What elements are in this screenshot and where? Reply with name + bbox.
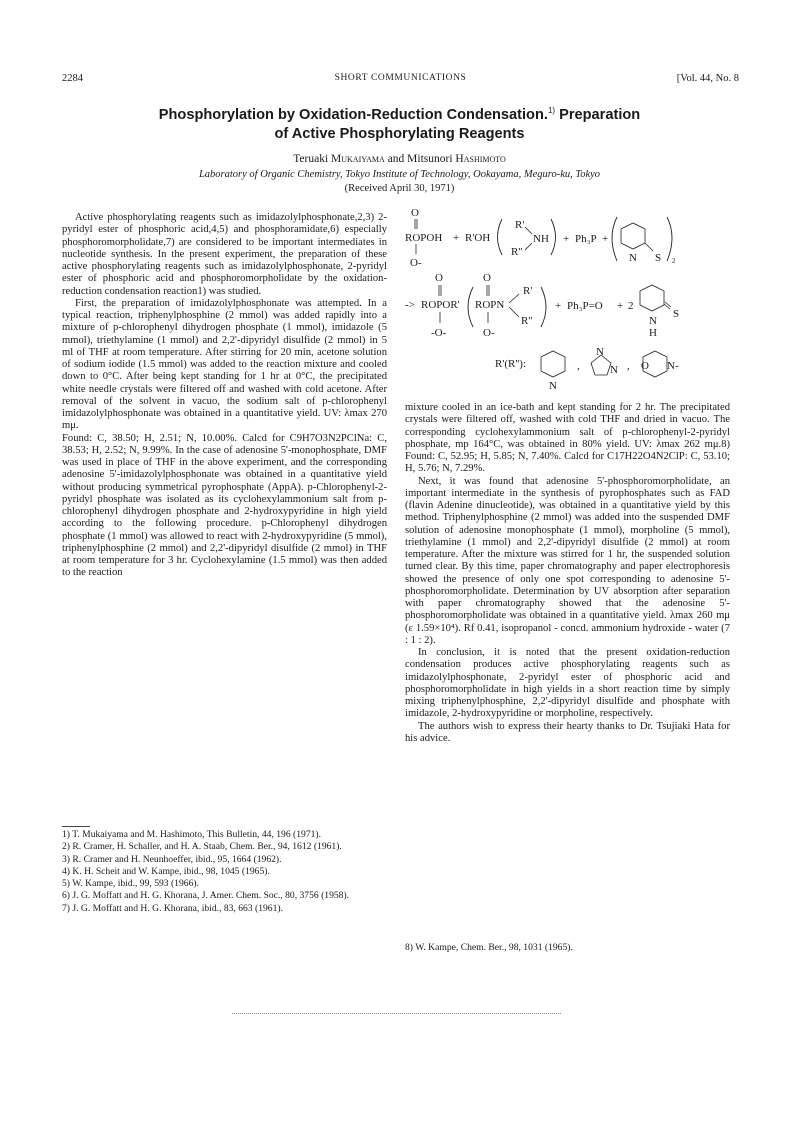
paper-title bbox=[60, 106, 739, 144]
title-line-2: of Active Phosphorylating Reagents bbox=[274, 126, 525, 142]
scheme-n: N bbox=[649, 315, 657, 327]
author-2-first: Mitsunori bbox=[407, 153, 456, 165]
running-header bbox=[62, 73, 739, 87]
bracket bbox=[468, 287, 473, 327]
scheme-n: N- bbox=[667, 360, 679, 372]
title-footnote-ref: 1) bbox=[547, 106, 556, 116]
scheme-s: S bbox=[673, 308, 680, 320]
scheme-r2: R'' bbox=[511, 246, 523, 258]
scheme-product-ester: ROPOR' bbox=[421, 299, 460, 311]
scheme-h: H bbox=[649, 327, 657, 339]
imidazole-ring bbox=[591, 355, 611, 375]
scheme-o: O bbox=[483, 272, 491, 284]
footnote: 1) T. Mukaiyama and M. Hashimoto, This Bulletin, 44, 196 (1971). bbox=[62, 829, 322, 840]
scheme-o-minus: -O- bbox=[431, 327, 447, 339]
author-1-last: Mukaiyama bbox=[331, 153, 385, 165]
column-right bbox=[405, 402, 730, 745]
footnotes-right bbox=[405, 942, 730, 954]
author-1-first: Teruaki bbox=[293, 153, 332, 165]
received-date: (Received April 30, 1971) bbox=[344, 183, 455, 194]
scheme-o-minus: O- bbox=[483, 327, 495, 339]
authors-and: and bbox=[384, 153, 408, 165]
paragraph: Next, it was found that adenosine 5'-phosphoromorpholidate, an important intermediate in the synthesis of pyrophosphates such as FAD (flavin Adenine dinucleotide), was obtained in a quantitative yield by this method. Triphenylphosphine (2 mmol) was added into the suspended DMF solution of adenosine monophosphate (1 mmol), morpholine (5 mmol), triethylamine (1 mmol) and 2,2'-dipyridyl disulfide (2 mmol) at room temperature. After the mixture was stirred for 1 hr, the suspended solution turned clear. By this time, paper chromatography and paper electrophoresis showed the presence of only one spot corresponding to adenosine 5'-phosphoromorpholidate. Determination by UV absorption after separation with paper chromatography showed that the adenosine 5'-phosphoromorpholidate was obtained in a quantitative yield. λmax 260 mμ (ε 1.59×10⁴). Rf 0.41, isopropanol - concd. ammonium hydroxide - water (7 : 1 : 2). bbox=[405, 475, 730, 646]
footnote: 7) J. G. Moffatt and H. G. Khorana, ibid., 83, 663 (1961). bbox=[62, 902, 283, 914]
scheme-subscript: 2 bbox=[672, 257, 676, 265]
scheme-acid: ROPOH bbox=[405, 232, 443, 244]
paragraph: The authors wish to express their hearty thanks to Dr. Tsujiaki Hata for his advice. bbox=[405, 720, 730, 744]
scheme-o-minus: O- bbox=[410, 257, 422, 269]
bracket bbox=[498, 219, 503, 255]
bond bbox=[509, 307, 519, 317]
scheme-nh: NH bbox=[533, 233, 549, 245]
paragraph: mixture cooled in an ice-bath and kept standing for 2 hr. The precipitated crystals were filtered off, washed with cold THF and dried in vacuo. The corresponding cyclohexylammonium salt of p-chlorophenyl-2-pyridyl phosphate, mp 164°C, was obtained in 80% yield. UV: λmax 262 mμ.8) Found: C, 52.95; H, 5.85; N, 7.40%. Calcd for C17H22O4N2ClP: C, 53.10; H, 5.76; N, 7.29%. bbox=[405, 402, 730, 475]
scheme-r1: R' bbox=[515, 219, 525, 231]
scheme-plus: + bbox=[453, 232, 460, 244]
pyridinethione-ring bbox=[640, 285, 664, 311]
footnote: 4) K. H. Scheit and W. Kampe, ibid., 98, 1045 (1965). bbox=[62, 865, 270, 877]
bond bbox=[525, 227, 532, 234]
page-number: 2284 bbox=[62, 73, 83, 84]
section-name: SHORT COMMUNICATIONS bbox=[334, 73, 467, 83]
page-bottom-rule bbox=[232, 1013, 561, 1014]
scheme-ph3p: Ph₃P bbox=[575, 233, 597, 245]
scheme-o-top: O bbox=[411, 207, 419, 219]
authors bbox=[60, 153, 739, 165]
scheme-n: N bbox=[629, 252, 637, 264]
scheme-o: O bbox=[641, 360, 649, 372]
scheme-r2: R'' bbox=[521, 315, 533, 327]
author-2-last: Hashimoto bbox=[455, 153, 506, 165]
bond bbox=[645, 243, 653, 251]
paragraph: First, the preparation of imidazolylphosphonate was attempted. In a typical reaction, triphenylphosphine (2 mmol) was added rapidly into a mixture of p-chlorophenyl dihydrogen phosphate (1 mmol), imidazole (5 mmol), triethylamine (1 mmol) and 2,2'-dipyridyl disulfide (2 mmol) in 5 ml of THF at room temperature. After stirring for 20 min, acetone solution of sodium iodide (1.5 mmol) was added to the reaction mixture and cooled down to 0°C. After being kept standing for 1 hr at 0°C, the precipitated white needle crystals were filtered off and washed with cold acetone. After removal of the solvent in vacuo, the sodium salt of p-chlorophenyl imidazolylphosphonate was obtained in a quantitative yield. UV: λmax 270 mμ. bbox=[62, 297, 387, 432]
bond bbox=[664, 304, 670, 309]
bond bbox=[665, 302, 671, 307]
bracket bbox=[551, 219, 556, 255]
scheme-coefficient: 2 bbox=[628, 300, 634, 312]
bracket bbox=[612, 217, 617, 261]
scheme-alcohol: R'OH bbox=[465, 232, 491, 244]
footnote: 8) W. Kampe, Chem. Ber., 98, 1031 (1965). bbox=[405, 942, 573, 953]
scheme-product-amidate: ROPN bbox=[475, 299, 505, 311]
scheme-plus: + bbox=[555, 300, 562, 312]
volume-info: [Vol. 44, No. 8 bbox=[676, 73, 739, 84]
scheme-ph3po: Ph₃P=O bbox=[567, 300, 603, 312]
scheme-s: S bbox=[655, 252, 662, 264]
scheme-n: N bbox=[549, 380, 557, 392]
scheme-r-label: R'(R''): bbox=[495, 358, 527, 370]
bond bbox=[509, 294, 519, 303]
scheme-plus: + bbox=[602, 233, 609, 245]
scheme-plus: + bbox=[563, 233, 570, 245]
footnote: 6) J. G. Moffatt and H. G. Khorana, J. Amer. Chem. Soc., 80, 3756 (1958). bbox=[62, 890, 350, 902]
footnote: 3) R. Cramer and H. Neunhoeffer, ibid., 95, 1664 (1962). bbox=[62, 853, 282, 865]
footnote-rule bbox=[62, 826, 90, 827]
title-line-1: Phosphorylation by Oxidation-Reduction Condensation. bbox=[158, 107, 548, 123]
footnote: 5) W. Kampe, ibid., 99, 593 (1966). bbox=[62, 878, 199, 890]
bracket bbox=[541, 287, 546, 327]
scheme-n: N bbox=[610, 364, 618, 376]
footnote: 2) R. Cramer, H. Schaller, and H. A. Staab, Chem. Ber., 94, 1612 (1961). bbox=[62, 841, 342, 853]
pyridine-ring bbox=[541, 351, 565, 377]
reaction-scheme bbox=[405, 205, 730, 397]
scheme-comma: , bbox=[627, 360, 630, 372]
bond bbox=[525, 243, 532, 250]
paragraph: In conclusion, it is noted that the present oxidation-reduction condensation produces active phosphorylating reagents such as imidazolylphosphonate, 2-pyridyl ester of phosphoric acid and phosphoromorpholidate in high yields in a short reaction time by simply mixing triphenylphosphine, 2,2'-dipyridyl disulfide and phosphate with imidazole, 2-hydroxypyridine or morpholine, respectively. bbox=[405, 647, 730, 720]
scheme-r1: R' bbox=[523, 285, 533, 297]
scheme-o: O bbox=[435, 272, 443, 284]
paragraph: Found: C, 38.50; H, 2.51; N, 10.00%. Calcd for C9H7O3N2PClNa: C, 38.53; H, 2.52; N, 9.99%. In the case of adenosine 5'-monophosphate, DMF was used in place of THF in the above experiment, and the corresponding adenosine 5'-imidazolylphosphonate was obtained in a quantitative yield without producing symmetrical pyrophosphate (AppA). p-Chlorophenyl-2-pyridyl phosphate was isolated as its cyclohexylammonium salt from p-chlorophenyl dihydrogen phosphate and 2-hydroxypyridine in high yield according to the following procedure. p-Chlorophenyl dihydrogen phosphate (1 mmol) was allowed to react with 2-hydroxypyridine (5 mmol), triphenylphosphine (2 mmol) and 2,2'-dipyridyl disulfide (2 mmol) in THF at room temperature for 3 hr. Cyclohexylamine (1.5 mmol) was then added to the reaction bbox=[62, 432, 387, 579]
scheme-n: N bbox=[596, 346, 604, 358]
affiliation: Laboratory of Organic Chemistry, Tokyo Institute of Technology, Ookayama, Meguro-ku, Tokyo bbox=[198, 169, 601, 180]
bracket bbox=[667, 217, 672, 261]
pyridine-ring bbox=[621, 223, 645, 249]
column-left bbox=[62, 212, 387, 580]
scheme-comma: , bbox=[577, 360, 580, 372]
paragraph: Active phosphorylating reagents such as imidazolylphosphonate,2,3) 2-pyridyl ester of phosphoric acid,4,5) and phosphoramidate,6) especially phosphoromorpholidate,7) are considered to be important intermediates in nucleotide synthesis. In the present experiment, the preparation of these active phosphorylating reagents such as imidazolylphosphonate, 2-pyridyl ester of phosphoric acid and phosphoromorpholidate by the oxidation-reduction condensation reaction1) was studied. bbox=[62, 212, 387, 297]
title-line-1-tail: Preparation bbox=[555, 107, 641, 123]
footnotes-left bbox=[62, 829, 387, 915]
scheme-plus: + bbox=[617, 300, 624, 312]
scheme-arrow: -> bbox=[405, 299, 415, 311]
